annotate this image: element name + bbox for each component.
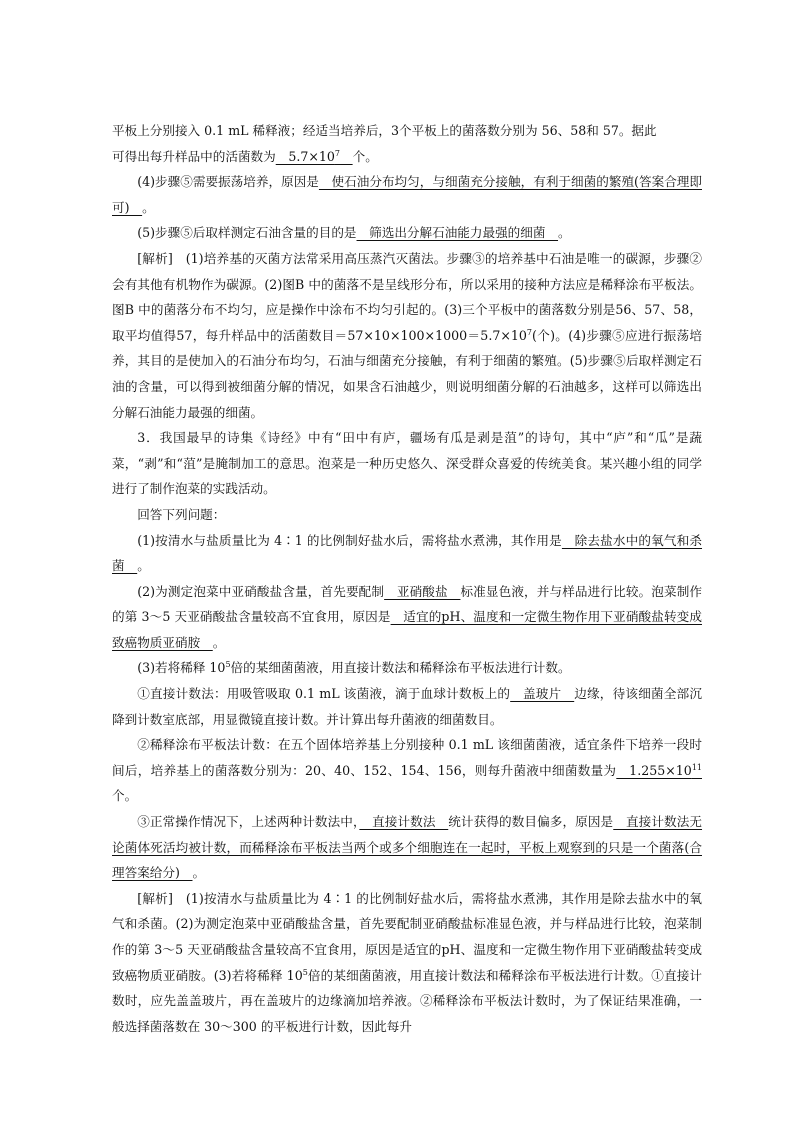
subquestion-5 xyxy=(112,220,702,246)
answer-blank: 亚硝酸盐 xyxy=(384,583,461,599)
subquestion-1 xyxy=(112,528,702,579)
text: 。 xyxy=(558,225,571,241)
subquestion-2 xyxy=(112,579,702,656)
superscript: 7 xyxy=(526,327,533,337)
text: 倍的某细菌菌液，用直接计数法和稀释涂布平板法进行计数。①直接计数时，应先盖盖玻片，再在盖玻片的边缘滴加培养液。②稀释涂布平板法计数时，为了保证结果准确，一般选择菌落数在 30～300 的平板进行计数，因此每升 xyxy=(112,967,703,1034)
text: 个。 xyxy=(352,148,378,164)
text: 。 xyxy=(142,199,155,215)
answer-blank: 使石油分布均匀，与细菌充分接触，有利于细菌的繁殖(答案合理即可) xyxy=(112,174,702,215)
text: 。 xyxy=(212,634,226,650)
text: (1)按清水与盐质量比为 4∶1 的比例制好盐水后，需将盐水煮沸，其作用是除去盐水中的氧气和杀菌。(2)为测定泡菜中亚硝酸盐含量，首先要配制亚硝酸盐标准显色液，并与样品进行比较，泡菜制作的第 3～5 天亚硝酸盐含量较高不宜食用，原因是适宜的pH、温度和一定微生物作用下亚硝酸盐转变成致癌物质亚硝胺。(3)若将稀释 10 xyxy=(112,890,702,983)
text: 。 xyxy=(137,558,150,574)
subquestion-4 xyxy=(112,169,702,220)
text: 。 xyxy=(192,865,206,881)
text: (3)若将稀释 10 xyxy=(137,660,226,676)
answer-blank: 除去盐水中的氧气和杀菌 xyxy=(112,532,703,574)
answer-blank xyxy=(616,763,702,778)
q2-tail-line-2 xyxy=(112,144,702,170)
answer-blank: 直接计数法无论菌体死活均被计数，而稀释涂布平板法当两个或多个细胞连在一起时，平板上观察到的只是一个菌落(合理答案给分) xyxy=(112,814,703,881)
text xyxy=(340,149,353,164)
analysis-paragraph xyxy=(112,246,702,425)
text: (1)培养基的灭菌方法常采用高压蒸汽灭菌法。步骤③的培养基中石油是唯一的碳源，步骤②会有其他有机物作为碳源。(2)图B 中的菌落不是呈线形分布，所以采用的接种方法应是稀释涂布平板法。图B 中的菌落分布不均匀，应是操作中涂布不均匀引起的。(3)三个平板中的菌落数分别是56、57、58，取平均值得57，每升样品中的活菌数目＝57×10×100×1000＝5.7×10 xyxy=(112,250,702,343)
question-3-stem xyxy=(112,425,702,502)
text: 统计获得的数目偏多，原因是 xyxy=(448,814,614,830)
text: ①直接计数法：用吸管吸取 0.1 mL 该菌液，滴于血球计数板上的 xyxy=(137,686,511,702)
analysis-paragraph-2 xyxy=(112,886,702,1040)
text: 边缘，待该细菌全部沉降到计数室底部，用显微镜直接计数。并计算出每升菌液的细菌数目。 xyxy=(112,686,703,727)
superscript: 7 xyxy=(334,148,341,158)
answer-blank: 筛选出分解石油能力最强的细菌 xyxy=(356,225,559,241)
answer-blank: 直接计数法 xyxy=(359,814,449,830)
text: 倍的某细菌菌液，用直接计数法和稀释涂布平板法进行计数。 xyxy=(230,660,571,676)
superscript: 5 xyxy=(302,967,308,977)
analysis-tag: [解析] xyxy=(137,250,173,266)
text: 回答下列问题： xyxy=(137,506,226,522)
analysis-tag: [解析] xyxy=(137,890,173,906)
question-3-prompt xyxy=(112,502,702,528)
text: 标准显色液，并与样品进行比较。泡菜制作的第 3～5 天亚硝酸盐含量较高不宜食用，原因是 xyxy=(112,583,703,625)
text: 可得出每升样品中的活菌数为 xyxy=(112,148,276,164)
text: 平板上分别接入 0.1 mL 稀释液；经适当培养后，3个平板上的菌落数分别为 56、58和 57。据此 xyxy=(112,123,657,138)
text: 个。 xyxy=(112,788,138,804)
subquestion-3 xyxy=(112,655,702,681)
text: (1)按清水与盐质量比为 4∶1 的比例制好盐水后，需将盐水煮沸，其作用是 xyxy=(137,532,562,548)
answer-blank: 盖玻片 xyxy=(510,686,575,702)
answer-blank: 适宜的pH、温度和一定微生物作用下亚硝酸盐转变成致癌物质亚硝胺 xyxy=(112,609,702,650)
answer-blank xyxy=(276,149,353,164)
text: 5.7×10 xyxy=(275,148,335,164)
text: ②稀释涂布平板法计数：在五个固体培养基上分别接种 0.1 mL 该细菌菌液，适宜条件下培养一段时间后，培养基上的菌落数分别为：20、40、152、154、156，则每升菌液中细菌数量为 xyxy=(112,737,702,778)
superscript: 11 xyxy=(691,762,702,772)
counting-method-3 xyxy=(112,809,702,886)
text: ③正常操作情况下，上述两种计数法中， xyxy=(137,814,360,830)
text: (5)步骤⑤后取样测定石油含量的目的是 xyxy=(137,225,357,241)
superscript: 5 xyxy=(225,660,231,670)
text: 3．我国最早的诗集《诗经》中有“田中有庐，疆场有瓜是剥是菹”的诗句，其中“庐”和“瓜”是蔬菜，“剥”和“菹”是腌制加工的意思。泡菜是一种历史悠久、深受群众喜爱的传统美食。某兴趣小组的同学进行了制作泡菜的实践活动。 xyxy=(112,430,702,497)
counting-method-1 xyxy=(112,681,702,732)
counting-method-2 xyxy=(112,732,702,809)
text: (2)为测定泡菜中亚硝酸盐含量，首先要配制 xyxy=(137,583,385,599)
q2-tail-line-1 xyxy=(112,118,702,144)
page-content xyxy=(112,118,702,1039)
text: (4)步骤⑤需要振荡培养，原因是 xyxy=(137,174,319,190)
text: (个)。(4)步骤⑤应进行振荡培养，其目的是使加入的石油分布均匀，石油与细菌充分接触，有利于细菌的繁殖。(5)步骤⑤后取样测定石油的含量，可以得到被细菌分解的情况，如果含石油越少，则说明细菌分解的石油越多，这样可以筛选出分解石油能力最强的细菌。 xyxy=(112,327,702,420)
text: 1.255×10 xyxy=(616,762,692,778)
